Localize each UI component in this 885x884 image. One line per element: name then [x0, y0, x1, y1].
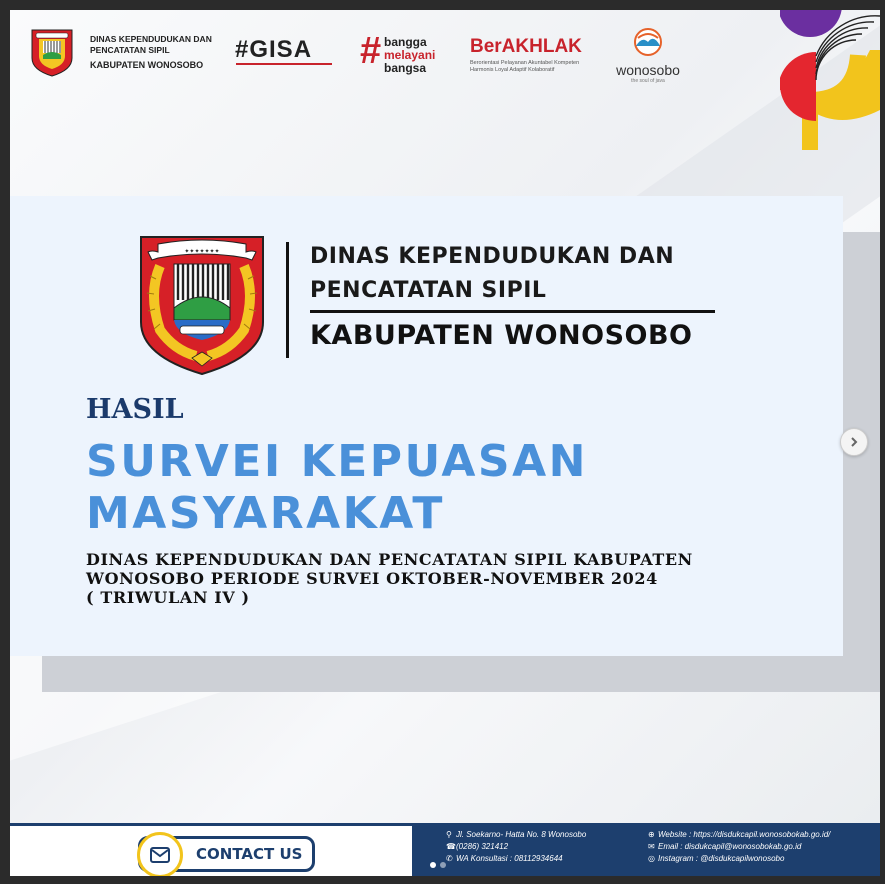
wonosobo-crest-logo [30, 28, 74, 78]
berakhlak-sub2: Harmonis Loyal Adaptif Kolaboratif [470, 67, 555, 73]
card-org-line2: PENCATATAN SIPIL [310, 278, 547, 303]
mail-icon [150, 847, 170, 863]
hash-icon: # [360, 30, 382, 72]
instagram-icon: ◎ [648, 854, 655, 863]
carousel-dot[interactable] [440, 862, 446, 868]
whatsapp-item [446, 853, 563, 864]
berakhlak-sub1: Berorientasi Pelayanan Akuntabel Kompeten [470, 60, 580, 66]
wonosobo-tagline: the soul of java [631, 78, 665, 84]
carousel-dot[interactable] [430, 862, 436, 868]
divider-horizontal [310, 310, 715, 313]
address-item [446, 829, 586, 840]
period-line2: WONOSOBO PERIODE SURVEI OKTOBER-NOVEMBER 2024 [86, 569, 658, 588]
contact-us-button[interactable] [138, 836, 315, 872]
header-org-line3: KABUPATEN WONOSOBO [90, 60, 204, 70]
carousel-next-button[interactable] [840, 428, 868, 456]
survey-title-line2: MASYARAKAT [86, 488, 445, 539]
footer-contact-panel [10, 823, 412, 876]
crest-motto: ✦✦✦✦✦✦✦ [184, 248, 220, 255]
survey-title-line1: SURVEI KEPUASAN [86, 436, 588, 487]
email-item [648, 841, 801, 852]
decorative-corner [780, 10, 880, 160]
berakhlak-logo [470, 36, 582, 74]
bangga-line3: bangsa [384, 61, 427, 75]
phone-item [446, 841, 508, 852]
card-org-name [310, 240, 674, 308]
whatsapp-text: WA Konsultasi : 08112934644 [456, 854, 563, 863]
survey-title [86, 436, 588, 540]
bangga-line1: bangga [384, 35, 427, 49]
email-text: Email : disdukcapil@wonosobokab.go.id [658, 842, 802, 851]
header-org-line2: PENCATATAN SIPIL [90, 45, 170, 55]
announcement-card [10, 196, 843, 656]
contact-icon-circle [137, 832, 183, 876]
divider-vertical [286, 242, 289, 358]
hasil-heading: HASIL [86, 394, 184, 425]
address-text: Jl. Soekarno- Hatta No. 8 Wonosobo [456, 830, 587, 839]
survey-period [86, 550, 693, 607]
header-org-name [90, 34, 212, 71]
whatsapp-icon: ✆ [446, 854, 453, 863]
wonosobo-wordmark: wonosobo [616, 62, 680, 78]
chevron-right-icon [848, 436, 860, 448]
berakhlak-wordmark: BerAKHLAK [470, 36, 582, 57]
website-text: Website : https://disdukcapil.wonosobokab.go.id/ [658, 830, 831, 839]
card-org-line1: DINAS KEPENDUDUKAN DAN [310, 244, 675, 269]
email-icon: ✉ [648, 842, 655, 851]
wonosobo-emblem-icon [632, 28, 664, 56]
phone-text: (0286) 321412 [456, 842, 509, 851]
gisa-underline [236, 63, 332, 65]
card-kabupaten: KABUPATEN WONOSOBO [310, 320, 693, 351]
contact-us-label: CONTACT US [196, 845, 303, 863]
header-org-line1: DINAS KEPENDUDUKAN DAN [90, 34, 212, 44]
location-icon: ⚲ [446, 830, 452, 839]
instagram-item [648, 853, 784, 864]
period-line1: DINAS KEPENDUDUKAN DAN PENCATATAN SIPIL KABUPATEN [86, 550, 693, 569]
period-line3: ( TRIWULAN IV ) [86, 588, 250, 607]
gisa-logo: #GISA [235, 36, 313, 63]
instagram-post [10, 10, 880, 876]
carousel-dots [430, 853, 450, 872]
bangga-line2: melayani [384, 48, 436, 62]
globe-icon: ⊕ [648, 830, 655, 839]
instagram-text: Instagram : @disdukcapilwonosobo [658, 854, 785, 863]
wonosobo-crest-icon [138, 234, 266, 377]
footer-info-panel [412, 823, 880, 876]
wonosobo-tourism-logo [608, 28, 688, 84]
phone-icon: ☎ [446, 842, 456, 851]
website-item [648, 829, 830, 840]
